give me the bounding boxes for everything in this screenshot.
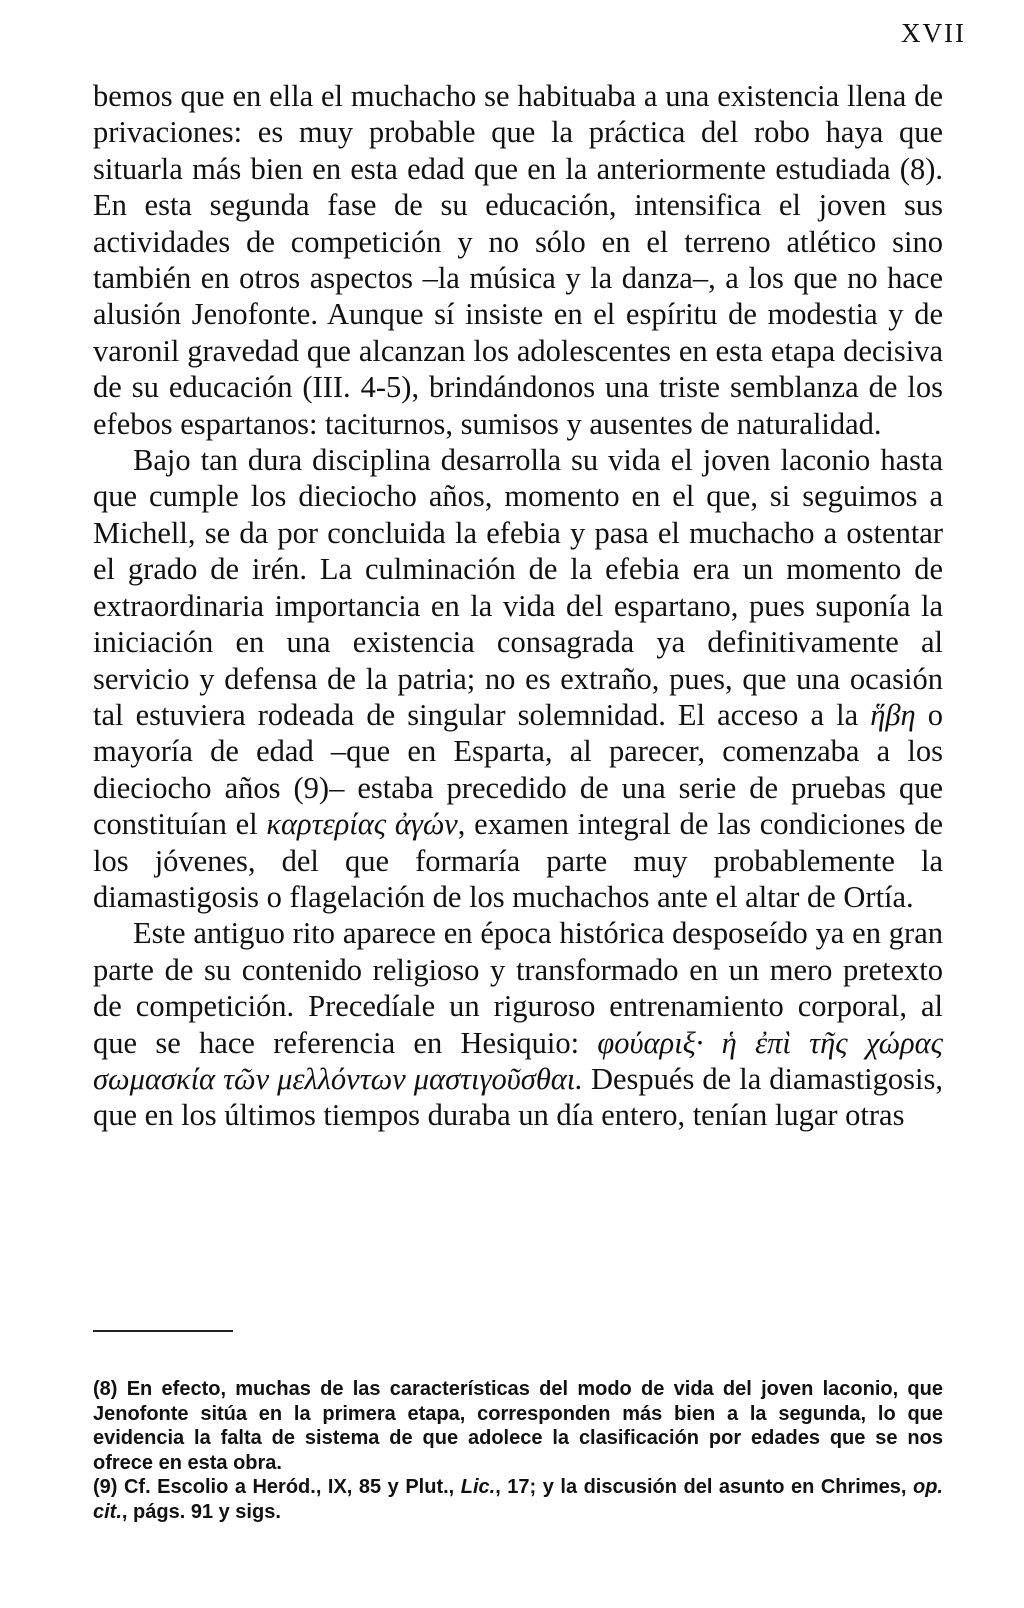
paragraph-3-text-a: Este antiguo rito aparece en época histórica desposeído ya en gran parte de su contenido religioso y transformado en un mero pretexto de competición. Precedíale un riguroso entrenamiento corporal, al que se hace referencia en Hesiquio: xyxy=(93,916,943,1060)
footnote-8-text: (8) En efecto, muchas de las características del modo de vida del joven laconio, que Jenofonte sitúa en la primera etapa, corresponden más bien a la segunda, lo que evidencia la falta de sistema de que adolece la clasificación por edades que se nos ofrece en esta obra. xyxy=(93,1378,943,1474)
footnote-9-text-c: , págs. 91 y sigs. xyxy=(121,1500,281,1523)
greek-term-hebe: ἥβη xyxy=(870,697,916,732)
page-number: XVII xyxy=(901,18,966,48)
paragraph-1-text: bemos que en ella el muchacho se habituaba a una existencia llena de privaciones: es muy probable que la práctica del robo haya que situarla más bien en esta edad que en la anteriormente estudiada (8). En esta segunda fase de su educación, intensifica el joven sus actividades de competición y no sólo en el terreno atlético sino también en otros aspectos –la música y la danza–, a los que no hace alusión Jenofonte. Aunque sí insiste en el espíritu de modestia y de varonil gravedad que alcanzan los adolescentes en esta etapa decisiva de su educación (III. 4-5), brindándonos una triste semblanza de los efebos espartanos: taciturnos, sumisos y ausentes de naturalidad. xyxy=(93,79,943,441)
paragraph-2-text-b: o mayoría de edad –que en Esparta, al parecer, comenzaba a los dieciocho años (9)– estaba precedido de una serie de pruebas que constituían el xyxy=(93,697,943,842)
footnote-9-opcit: op. cit. xyxy=(93,1476,943,1523)
paragraph-3-text-b: Después de la diamastigosis, que en los últimos tiempos duraba un día entero, tenían lugar otras xyxy=(93,1061,943,1133)
greek-term-karterias-agon: καρτερίας ἀγών xyxy=(266,807,458,842)
paragraph-2-text-c: , examen integral de las condiciones de los jóvenes, del que formaría parte muy probablemente la diamastigosis o flagelación de los muchachos ante el altar de Ortía. xyxy=(93,807,943,914)
footnote-9-text-a: (9) Cf. Escolio a Heród., IX, 85 y Plut., xyxy=(93,1476,461,1498)
footnote-separator xyxy=(93,1330,233,1332)
paragraph-2-text-a: Bajo tan dura disciplina desarrolla su vida el joven laconio hasta que cumple los dieciocho años, momento en el que, si seguimos a Michell, se da por concluida la efebia y pasa el muchacho a ostentar el grado de irén. La culminación de la efebia era un momento de extraordinaria importancia en la vida del espartano, pues suponía la iniciación en una existencia consagrada ya definitivamente al servicio y defensa de la patria; no es extraño, pues, que una ocasión tal estuviera rodeada de singular solemnidad. El acceso a la xyxy=(93,443,943,732)
footnote-9-text-b: , 17; y la discusión del asunto en Chrimes, xyxy=(495,1476,913,1498)
footnote-8 xyxy=(93,1377,943,1475)
paragraph-3 xyxy=(93,915,943,1133)
greek-quote-hesychius: φούαριξ· ἡ ἐπὶ τῆς χώρας σωμασκία τῶν μελλόντων μαστιγοῦσθαι. xyxy=(93,1025,943,1096)
footnotes xyxy=(93,1377,943,1524)
main-text xyxy=(93,78,943,1134)
footnote-9 xyxy=(93,1475,943,1524)
paragraph-1 xyxy=(93,78,943,442)
paragraph-2 xyxy=(93,442,943,915)
footnote-9-lic: Lic. xyxy=(460,1476,496,1498)
